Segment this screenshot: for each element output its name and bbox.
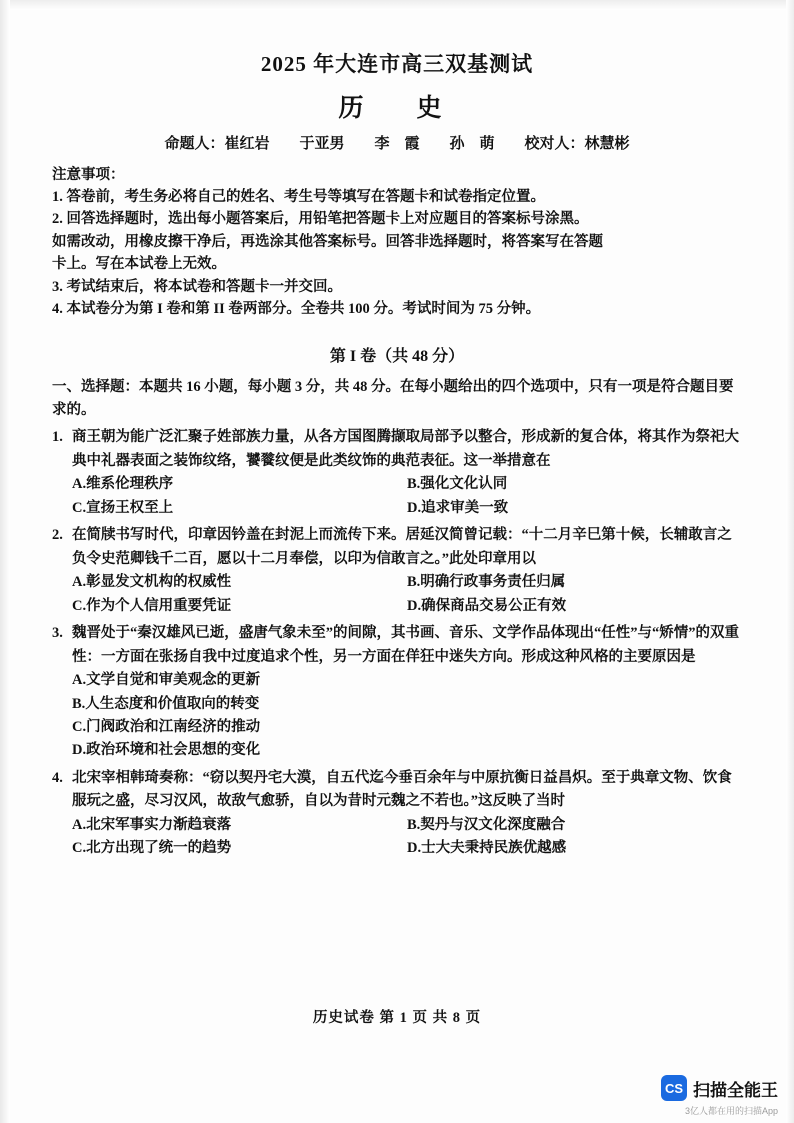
- watermark: [661, 1075, 778, 1101]
- subject-title: 历 史: [338, 95, 456, 122]
- option-1-d[interactable]: D.追求审美一致: [407, 499, 509, 516]
- watermark-label: 扫描全能王: [693, 1080, 778, 1100]
- option-3-b[interactable]: B.人生态度和价值取向的转变: [72, 695, 260, 712]
- question-number-4: 4.: [52, 769, 63, 786]
- question-options-4: [52, 814, 742, 861]
- option-3-a[interactable]: A.文学自觉和审美观念的更新: [72, 672, 261, 689]
- question-text-3: 魏晋处于“秦汉雄风已逝，盛唐气象未至”的间隙，其书画、音乐、文学作品体现出“任性”与“矫情”的双重性：一方面在张扬自我中过度追求个性，另一方面在佯狂中迷失方向。形成这种风格的主要原因是: [72, 625, 739, 665]
- option-2-d[interactable]: D.确保商品交易公正有效: [407, 597, 567, 614]
- camscanner-logo-icon: CS: [661, 1075, 687, 1101]
- question-number-1: 1.: [52, 429, 63, 446]
- question-stem-4: [52, 767, 742, 814]
- page-edge-top: [0, 0, 794, 10]
- question-options-2: [52, 571, 742, 618]
- option-4-a[interactable]: A.北宋军事实力渐趋衰落: [72, 816, 232, 833]
- option-2-b[interactable]: B.明确行政事务责任归属: [407, 574, 566, 591]
- question-number-2: 2.: [52, 527, 63, 544]
- option-3-c[interactable]: C.门阀政治和江南经济的推动: [72, 719, 261, 735]
- question-text-4: 北宋宰相韩琦奏称：“窃以契丹宅大漠，自五代迄今垂百余年与中原抗衡日益昌炽。至于典章文物、饮食服玩之盛，尽习汉风，故敌气愈骄，自以为昔时元魏之不若也。”这反映了当时: [72, 769, 732, 810]
- page-edge-right: [786, 0, 794, 1123]
- option-2-c[interactable]: C.作为个人信用重要凭证: [72, 597, 232, 614]
- option-3-d[interactable]: D.政治环境和社会思想的变化: [72, 742, 261, 759]
- option-4-b[interactable]: B.契丹与汉文化深度融合: [407, 816, 566, 833]
- notice-line-1: 1. 答卷前，考生务必将自己的姓名、考生号等填写在答题卡和试卷指定位置。: [52, 189, 545, 205]
- question-text-2: 在简牍书写时代，印章因钤盖在封泥上而流传下来。居延汉简曾记载：“十二月辛巳第十候，长辅敢言之负令史范卿钱千二百，愿以十二月奉偿，以印为信敢言之。”此处印章用以: [72, 527, 732, 567]
- option-4-d[interactable]: D.士大夫秉持民族优越感: [407, 840, 567, 857]
- section-title: 第 I 卷（共 48 分）: [329, 347, 465, 365]
- notice-line-5: 3. 考试结束后，将本试卷和答题卡一并交回。: [52, 278, 342, 295]
- page-footer: 历史试卷 第 1 页 共 8 页: [312, 1010, 482, 1026]
- option-2-a[interactable]: A.彰显发文机构的权威性: [72, 574, 232, 591]
- question-stem-3: [52, 622, 742, 669]
- question-options-3: [52, 669, 742, 763]
- page-title: 2025 年大连市高三双基测试: [260, 52, 534, 76]
- question-text-1: 商王朝为能广泛汇聚子姓部族力量，从各方国图腾撷取局部予以整合，形成新的复合体，将其作为祭祀大典中礼器表面之装饰纹络，饕餮纹便是此类纹饰的典范表征。这一举措意在: [72, 429, 739, 469]
- option-1-a[interactable]: A.维系伦理秩序: [72, 476, 174, 493]
- question-number-3: 3.: [52, 625, 63, 642]
- page-edge-left: [0, 0, 10, 1123]
- option-1-c[interactable]: C.宣扬王权至上: [72, 499, 174, 516]
- notice-line-4: 卡上。写在本试卷上无效。: [52, 256, 226, 273]
- question-stem-1: [52, 426, 742, 473]
- watermark-sublabel: 3亿人都在用的扫描App: [684, 1106, 778, 1116]
- notice-line-3: 如需改动，用橡皮擦干净后，再选涂其他答案标号。回答非选择题时，将答案写在答题: [52, 233, 603, 250]
- notice-line-6: 4. 本试卷分为第 I 卷和第 II 卷两部分。全卷共 100 分。考试时间为 75 分钟。: [52, 301, 541, 318]
- option-4-c[interactable]: C.北方出现了统一的趋势: [72, 840, 232, 857]
- question-options-1: [52, 473, 742, 520]
- notice-line-2: 2. 回答选择题时，选出每小题答案后，用铅笔把答题卡上对应题目的答案标号涂黑。: [52, 211, 589, 228]
- authors-line: 命题人：崔红岩 于亚男 李 霞 孙 萌 校对人：林慧彬: [164, 136, 630, 152]
- question-type-intro: 一、选择题：本题共 16 小题，每小题 3 分，共 48 分。在每小题给出的四个选项中，只有一项是符合题目要求的。: [52, 378, 734, 418]
- option-1-b[interactable]: B.强化文化认同: [407, 476, 508, 493]
- question-stem-2: [52, 524, 742, 571]
- notice-heading: 注意事项：: [52, 167, 125, 183]
